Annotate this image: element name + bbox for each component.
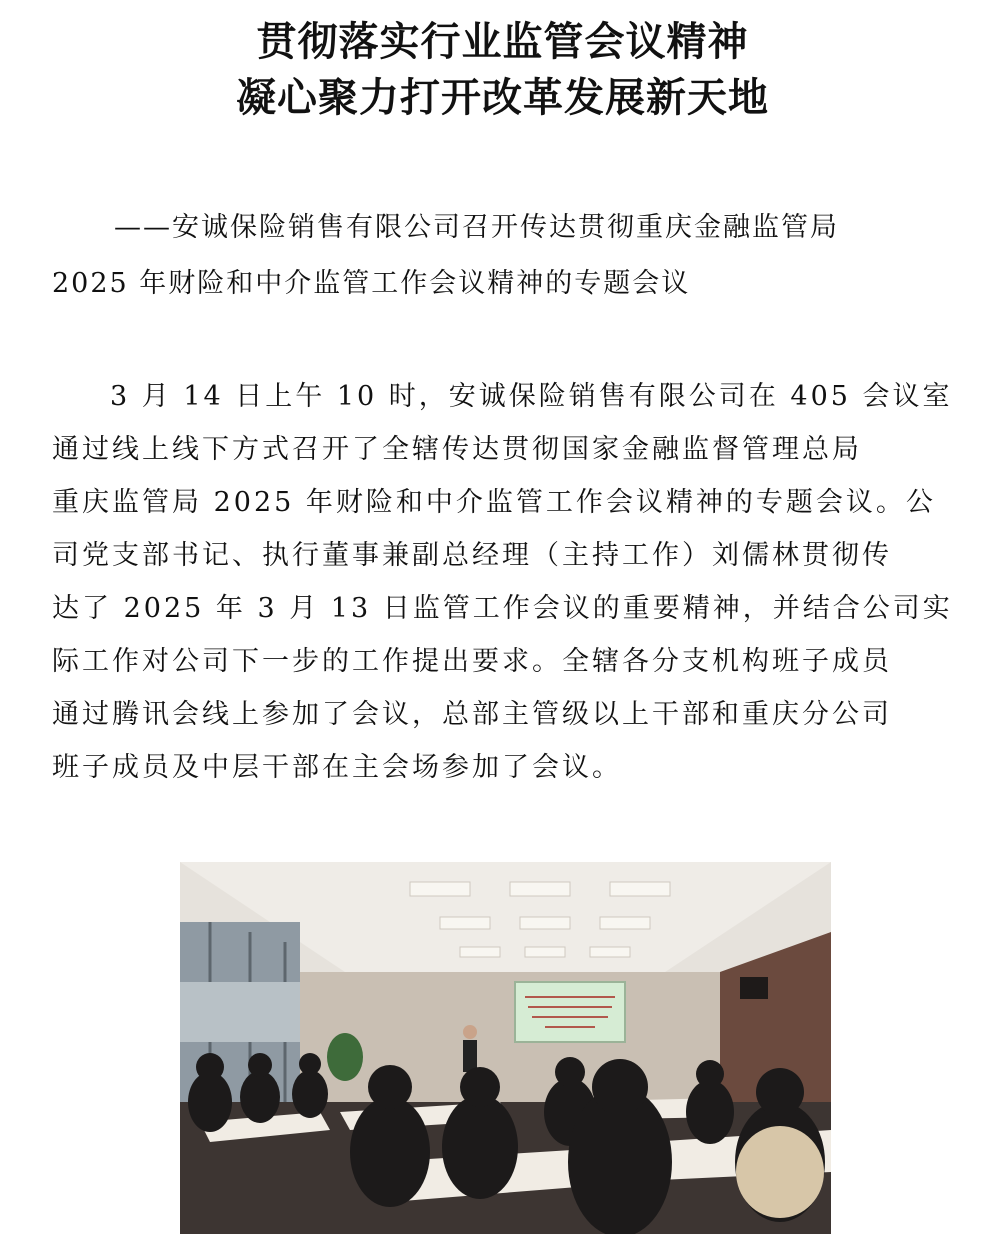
body-line: 3 月 14 日上午 10 时，安诚保险销售有限公司在 405 会议室	[110, 381, 953, 412]
subtitle-line-2: 2025 年财险和中介监管工作会议精神的专题会议	[52, 268, 691, 299]
body-line: 际工作对公司下一步的工作提出要求。全辖各分支机构班子成员	[52, 646, 892, 677]
article-title	[0, 14, 1005, 126]
body-line: 重庆监管局 2025 年财险和中介监管工作会议精神的专题会议。公	[52, 487, 936, 518]
body-line: 班子成员及中层干部在主会场参加了会议。	[52, 752, 622, 783]
body-line: 通过腾讯会线上参加了会议，总部主管级以上干部和重庆分公司	[52, 699, 892, 730]
body-line: 司党支部书记、执行董事兼副总经理（主持工作）刘儒林贯彻传	[52, 540, 892, 571]
meeting-photo	[180, 862, 831, 1234]
meeting-photo-illustration	[180, 862, 831, 1234]
body-line: 达了 2025 年 3 月 13 日监管工作会议的重要精神，并结合公司实	[52, 593, 953, 624]
title-line-2: 凝心聚力打开改革发展新天地	[236, 74, 769, 121]
article-subtitle	[52, 200, 952, 312]
title-line-1: 贯彻落实行业监管会议精神	[256, 18, 749, 65]
body-line: 通过线上线下方式召开了全辖传达贯彻国家金融监督管理总局	[52, 434, 862, 465]
subtitle-line-1: ——安诚保险销售有限公司召开传达贯彻重庆金融监管局	[114, 212, 839, 243]
article-body	[52, 370, 952, 794]
